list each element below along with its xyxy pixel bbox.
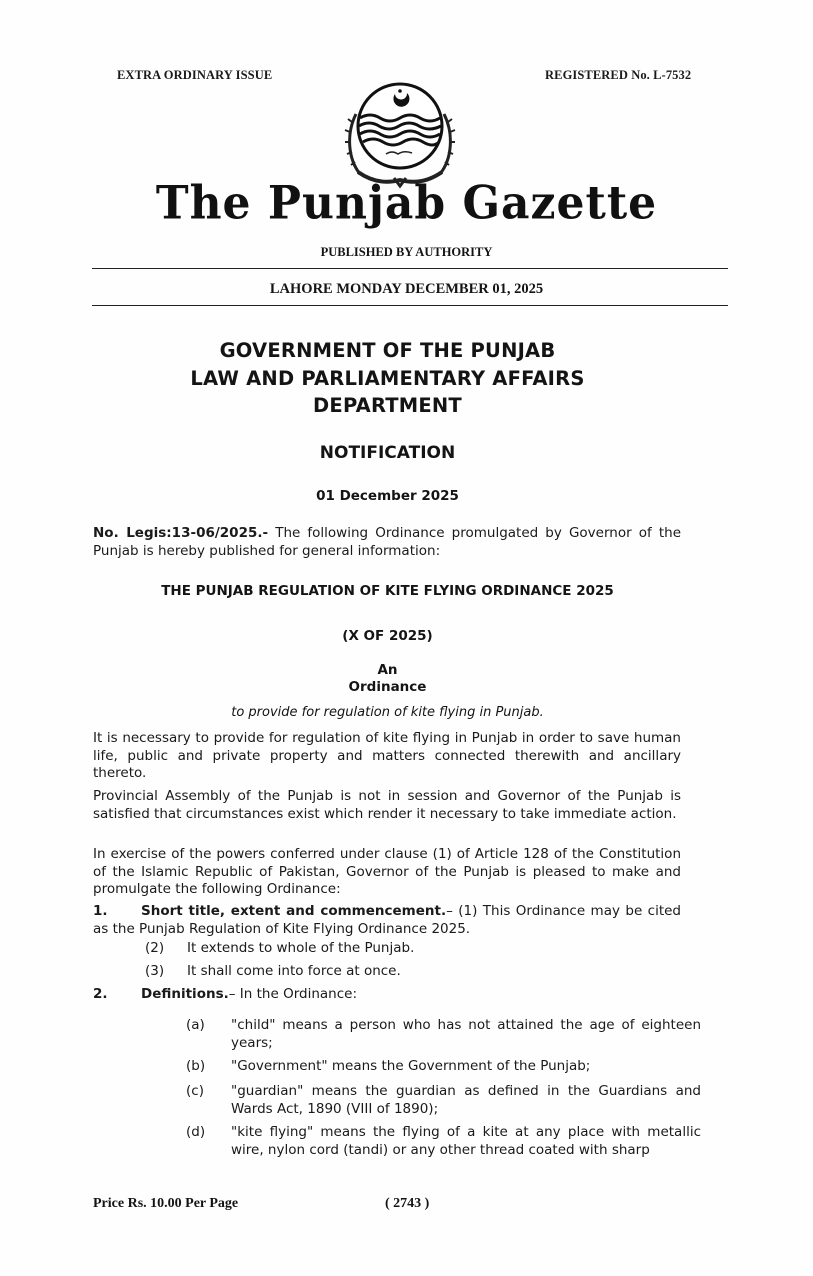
registration-number: REGISTERED No. L-7532: [545, 68, 692, 82]
subsection: [145, 963, 401, 981]
ordinance-number: (X OF 2025): [342, 628, 433, 644]
punjab-emblem-icon: [338, 74, 462, 192]
subsection-label: (2): [145, 940, 165, 956]
header-rule-top: [92, 268, 728, 269]
gazette-masthead: The Punjab Gazette: [155, 176, 658, 231]
issue-type: EXTRA ORDINARY ISSUE: [117, 68, 273, 82]
subsection-label: (3): [145, 963, 165, 979]
section-heading: Short title, extent and commencement.: [141, 903, 447, 919]
section-heading: Definitions.: [141, 986, 229, 1002]
notification-heading: NOTIFICATION: [319, 443, 456, 463]
ordinance-purpose: to provide for regulation of kite flying in Punjab.: [231, 705, 544, 720]
definition-item: [186, 1124, 701, 1159]
definition-text: "guardian" means the guardian as defined in the Guardians and Wards Act, 1890 (VIII of 1890);: [231, 1083, 701, 1117]
department-line-1: GOVERNMENT OF THE PUNJAB: [219, 339, 556, 362]
preamble-paragraph: Provincial Assembly of the Punjab is not in session and Governor of the Punjab is satisfied that circumstances exist which render it necessary to take immediate action.: [93, 788, 681, 822]
department-line-3: DEPARTMENT: [313, 394, 462, 417]
ordinance-label: Ordinance: [348, 679, 427, 695]
definition-text: "Government" means the Government of the Punjab;: [231, 1058, 591, 1074]
header-rule-bottom: [92, 305, 728, 306]
notification-date: 01 December 2025: [316, 488, 459, 504]
page-number: ( 2743 ): [385, 1196, 430, 1211]
definition-text: "kite flying" means the flying of a kite at any place with metallic wire, nylon cord (tandi) or any other thread coated with sharp: [231, 1124, 701, 1158]
preamble-paragraph: It is necessary to provide for regulation of kite flying in Punjab in order to save human life, public and private property and matters connected therewith and ancillary thereto.: [93, 730, 681, 781]
ordinance-title: THE PUNJAB REGULATION OF KITE FLYING ORDINANCE 2025: [161, 583, 614, 599]
definition-item: [186, 1083, 701, 1118]
notification-reference: [93, 525, 681, 560]
definition-item: [186, 1017, 701, 1052]
definition-label: (a): [186, 1017, 205, 1033]
published-by-authority: PUBLISHED BY AUTHORITY: [320, 245, 493, 259]
section-text: – (1) This Ordinance may be cited as the Punjab Regulation of Kite Flying Ordinance 2025.: [93, 903, 682, 937]
reference-text: The following Ordinance promulgated by Governor of the Punjab is hereby published for general information:: [93, 525, 681, 559]
definition-label: (d): [186, 1124, 206, 1140]
section-text: – In the Ordinance:: [228, 986, 357, 1002]
subsection-text: It shall come into force at once.: [187, 963, 401, 979]
dateline: LAHORE MONDAY DECEMBER 01, 2025: [269, 281, 544, 297]
section-number: 2.: [93, 986, 108, 1002]
section-1: [93, 903, 681, 938]
price-per-page: Price Rs. 10.00 Per Page: [93, 1196, 239, 1211]
section-2: [93, 986, 357, 1004]
definition-label: (b): [186, 1058, 206, 1074]
subsection-text: It extends to whole of the Punjab.: [187, 940, 415, 956]
definition-text: "child" means a person who has not attained the age of eighteen years;: [231, 1017, 701, 1051]
definition-item: [186, 1058, 686, 1076]
subsection: [145, 940, 414, 958]
department-line-2: LAW AND PARLIAMENTARY AFFAIRS: [190, 367, 585, 390]
preamble-paragraph: In exercise of the powers conferred under clause (1) of Article 128 of the Constitution of the Islamic Republic of Pakistan, Governor of the Punjab is pleased to make and promulgate the following Ordinance:: [93, 846, 681, 897]
definition-label: (c): [186, 1083, 204, 1099]
ordinance-an: An: [377, 662, 398, 678]
section-number: 1.: [93, 903, 108, 919]
reference-number: No. Legis:13-06/2025.-: [93, 525, 269, 541]
